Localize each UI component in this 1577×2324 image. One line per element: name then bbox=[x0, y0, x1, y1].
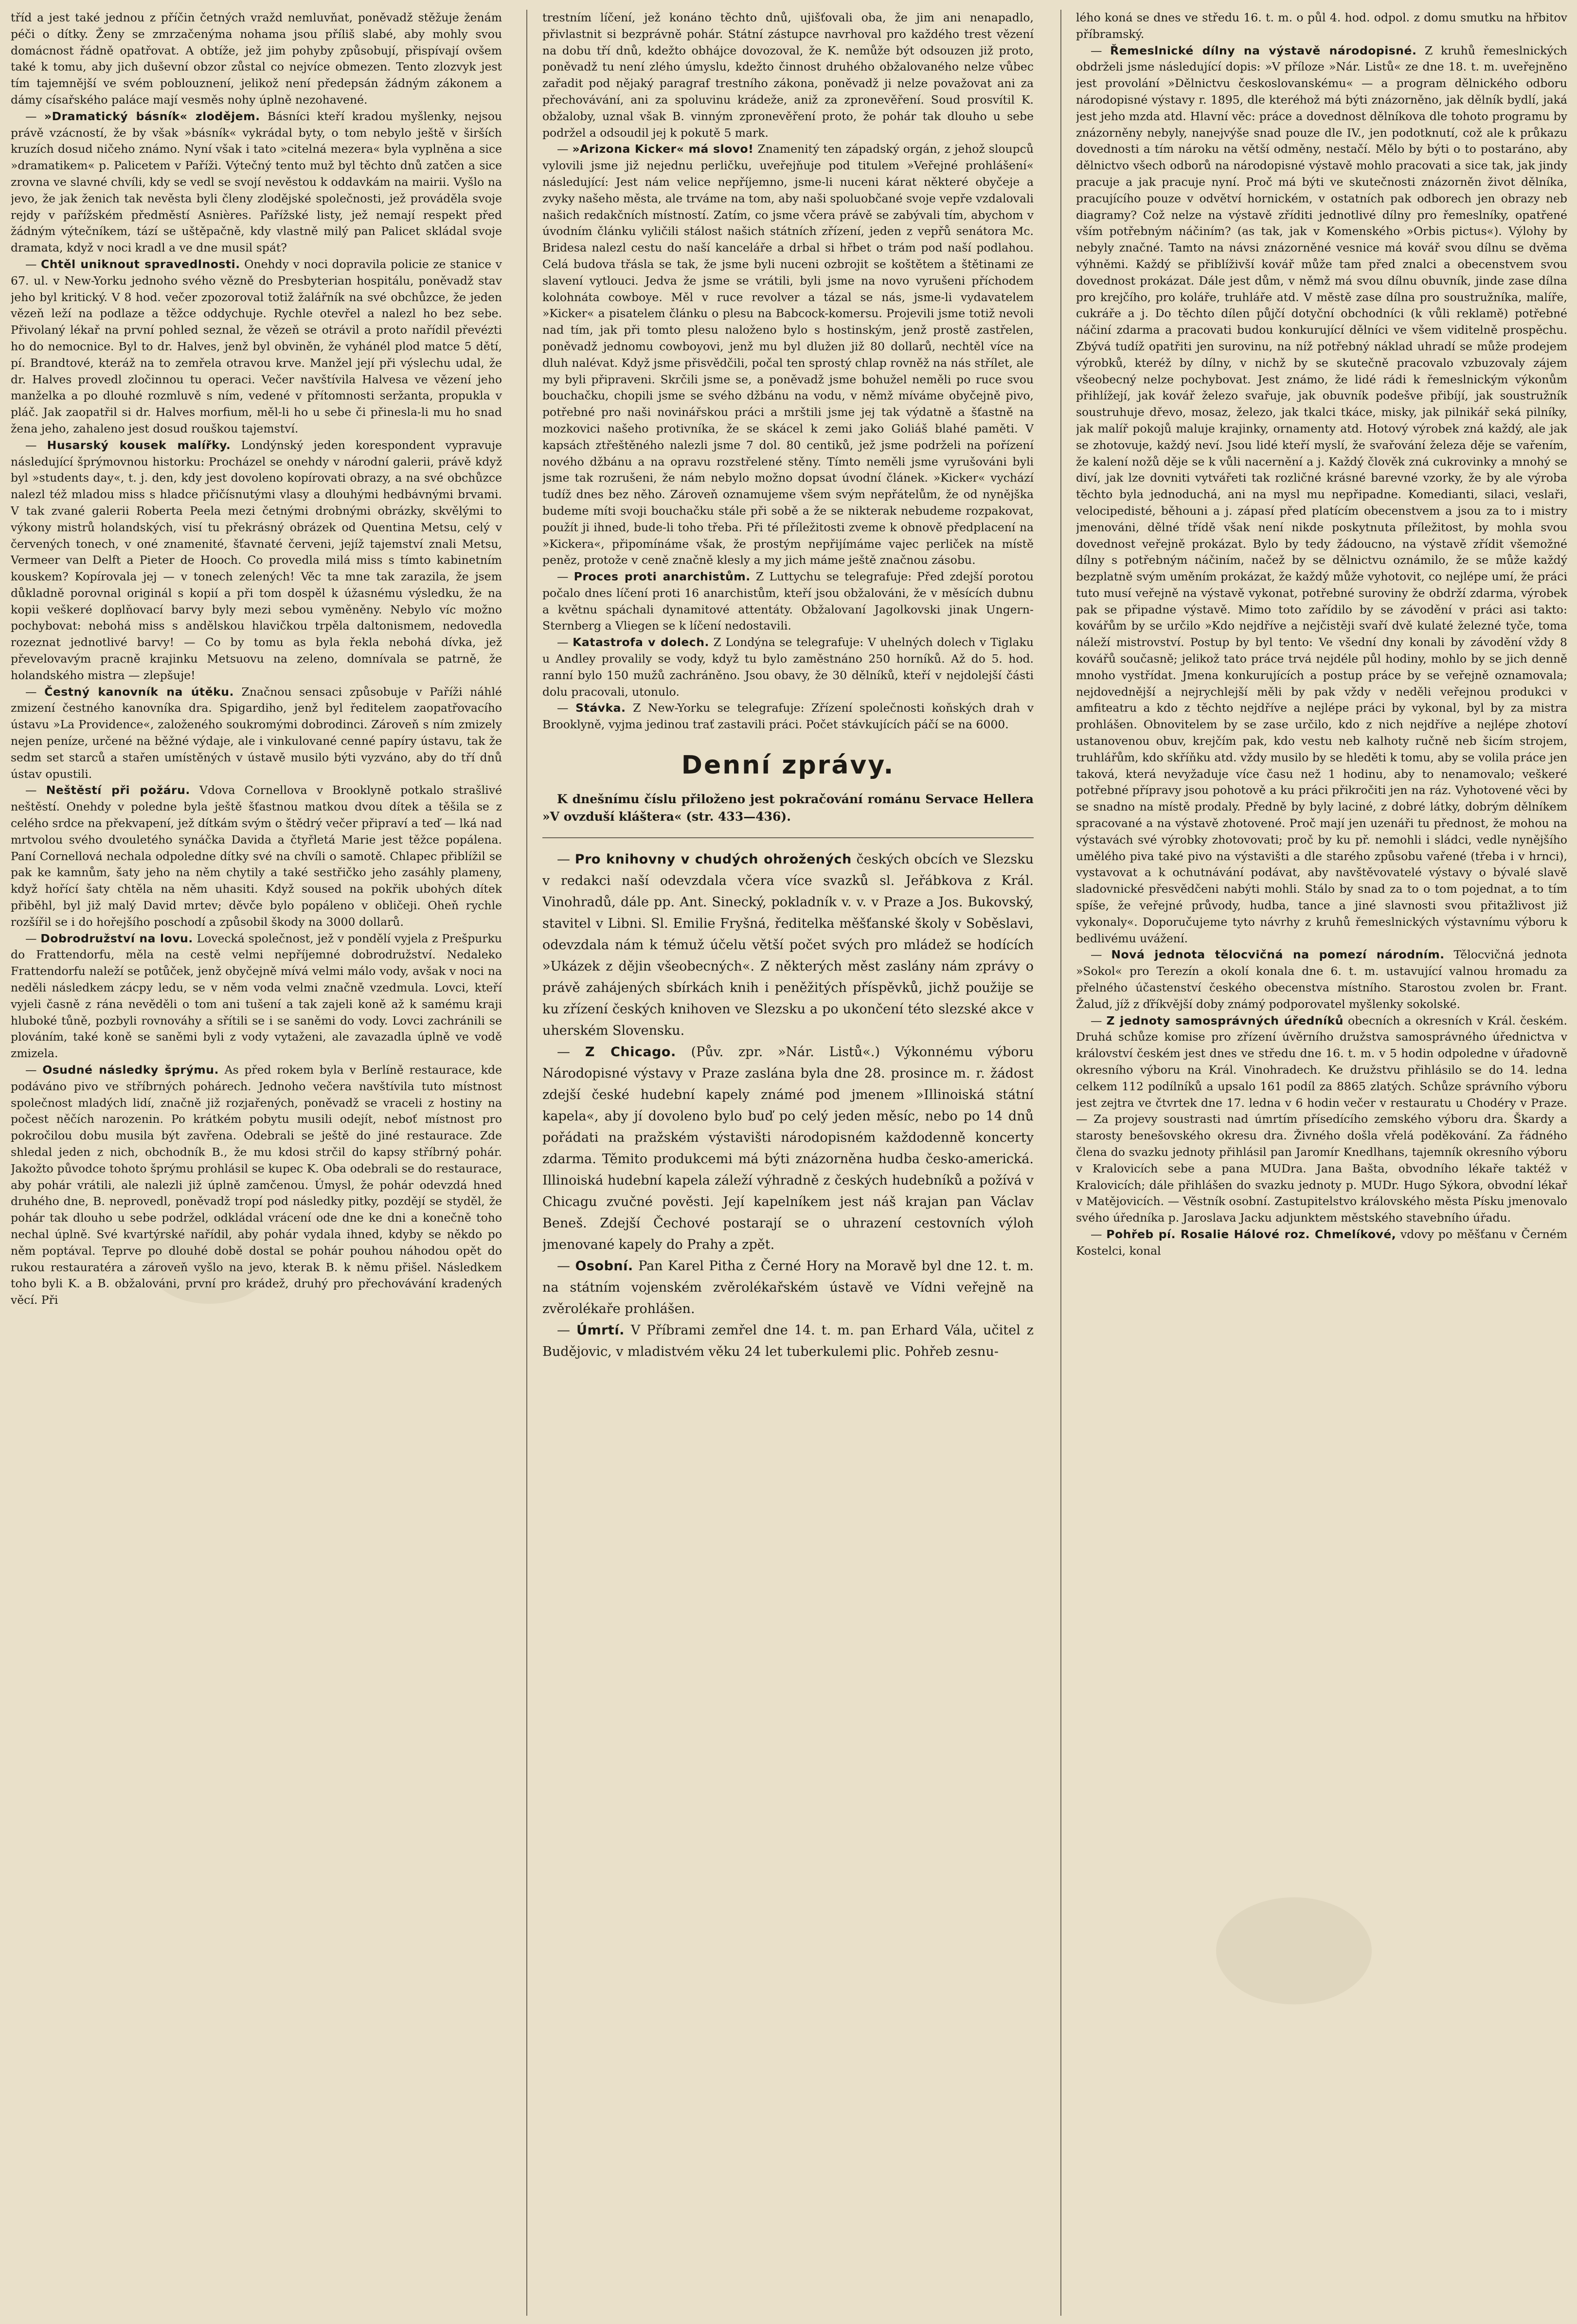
article-heading: Pohřeb pí. Rosalie Hálové roz. Chmelíkové, bbox=[1106, 1227, 1397, 1241]
article-paragraph: trestním líčení, jež konáno těchto dnů, ujišťovali oba, že jim ani nenapadlo, přivlastnit si bezprávně pohár. Státní zástupce navrhoval pro každého trest vězení na dobu tří dnů, kdežto obhájce dovozoval, že K. nemůže být odsouzen již proto, poněvadž tu není zlého úmyslu, kdežto činnost druhého obžalovaného nelze vůbec zařadit pod nějaký paragraf trestního zákona, poněvadž ji nelze považovat ani za přechovávání, ani za spoluvinu krádeže, aniž za zpronevěření. Soud prosvítil K. obžaloby, uznal však B. vinným zpronevěření proto, že pohár tak dlouho u sebe podržel a odsoudil jej k pokutě 5 mark. bbox=[542, 11, 1034, 140]
article-paragraph: — »Arizona Kicker« má slovo! Znamenitý ten západský orgán, z jehož sloupců vylovili jsme již nejednu perličku, uveřejňuje pod titulem »Veřejné prohlášení« následující: Jest nám velice nepříjemno, jsme-li nuceni kárat některé obyčeje a zvyky našeho města, ale trváme na tom, aby naši spoluobčané svoje vepře vzdalovali našich redakčních místností. Zatím, co jsme včera právě se zabývali tím, abychom v úvodním článku vyličili stálost našich státních zřízení, jeden z vepřů senátora Mc. Bridesa nalezl cestu do naší kanceláře a drbal si hřbet o trám pod naší podlahou. Celá budova třásla se tak, že jsme byli nuceni ozbrojit se koštětem a štětinami ze slavení vytlouci. Jedva že jsme se vrátili, byli jsme na novo vyrušeni příchodem kolohnáta cowboye. Měl v ruce revolver a tázal se nás, jsme-li vydavatelem »Kicker« a pisatelem článku o plesu na Babcock-komersu. Projevili jsme totiž nevoli nad tím, jak při tomto plesu naloženo bylo s hostinským, jenž prostě zastřelen, poněvadž jednomu cowboyovi, jenž mu byl dlužen již 80 dollarů, nechtěl více na dluh nalévat. Když jsme přisvědčili, počal ten sprostý chlap rovněž na nás střílet, ale my byli připraveni. Skrčili jsme se, a poněvadž jsme bohužel neměli po ruce svou bouchačku, chopili jsme se svého džbánu na vodu, v němž míváme obyčejně pivo, potřebné pro naši novinářskou práci a mrštili jsme jej tak výdatně a šťastně na mozkovici našeho protivníka, že se skácel k zemi jako Goliáš blahé paměti. V kapsách ztřeštěného nalezli jsme 7 dol. 80 centiků, jež jsme podrželi na pořízení nového džbánu a na opravu rozstřelené stěny. Tímto neměli jsme vyrušováni byli jsme tak rozrušeni, že nám nebylo možno dopsat úvodní článek. »Kicker« vychází tudíž dnes bez něho. Zároveň oznamujeme všem svým nepřátelům, že od nynějška budeme míti svoji bouchačku stále při sobě a že se nikterak nebudeme rozpakovat, použít ji ihned, bude-li toho třeba. Při té příležitosti zveme k obnově předplacení na »Kickera«, připomínáme však, že prostým nepřijímáme vajec perliček na místě peněz, protože v ceně značně klesly a my jich máme ještě značnou zásobu. bbox=[542, 142, 1034, 567]
column-3 bbox=[1076, 10, 1567, 2316]
article-paragraph: — Nová jednota tělocvičná na pomezí národním. Tělocvičná jednota »Sokol« pro Terezín a okolí konala dne 6. t. m. ustavující valnou hromadu za přelného účastenství českého obecenstva místního. Starostou zvolen br. Frant. Žalud, jíž z ďříkvější doby známý podporovatel myšlenky sokolské. bbox=[1076, 948, 1567, 1011]
article-heading: Řemeslnické dílny na výstavě národopisné. bbox=[1110, 43, 1417, 57]
article-paragraph: lého koná se dnes ve středu 16. t. m. o půl 4. hod. odpol. z domu smutku na hřbitov příbramský. bbox=[1076, 11, 1567, 41]
large-type-block bbox=[542, 849, 1034, 1363]
article-heading: »Dramatický básník« zlodějem. bbox=[44, 109, 260, 123]
article-heading: Neštěstí při požáru. bbox=[46, 783, 190, 797]
section-title: Denní zprávy. bbox=[681, 751, 895, 780]
article-paragraph: — Úmrtí. V Příbrami zemřel dne 14. t. m. pan Erhard Vála, učitel z Budějovic, v mladistvém věku 24 let tuberkulemi plic. Pohřeb zesnu- bbox=[542, 1323, 1034, 1360]
article-heading: Dobrodružství na lovu. bbox=[40, 931, 193, 945]
article-heading: Úmrtí. bbox=[576, 1323, 625, 1338]
article-paragraph: — Katastrofa v dolech. Z Londýna se telegrafuje: V uhelných dolech v Tiglaku u Andley provalily se vody, když tu bylo zaměstnáno 250 horníků. Až do 5. hod. ranní bylo 150 mužů zachráněno. Jsou obavy, že 30 dělníků, kteří v nejdolejší části dolu pracovali, utonulo. bbox=[542, 635, 1034, 699]
article-heading: Katastrofa v dolech. bbox=[573, 635, 709, 649]
article-heading: Husarský kousek malířky. bbox=[47, 438, 231, 452]
article-paragraph: — Řemeslnické dílny na výstavě národopisné. Z kruhů řemeslnických obdrželi jsme následující dopis: »V příloze »Nár. Listů« ze dne 18. t. m. uveřejněno jest provolání »Dělnictvu českoslovanskému« — a program dělnického odboru národopisné výstavy r. 1895, dle kteréhož má býti znázorněno, jak dělník bydlí, jaká jest jeho mzda atd. Hlavní věc: práce a dovednost dělníkova dle tohoto programu by znázorněny nebyly, nanejvýše snad pouze dle IV., jen podotknutí, což ale k průkazu dovednosti a tím nároku na větší odměny, nestačí. Mělo by býti o to postaráno, aby dělnictvo všech odborů na národopisné výstavě mohlo pracovati a sice tak, jak jindy pracuje a jak pracuje nyní. Proč má býti ve skutečnosti znázorněn život dělníka, pracujícího pouze v odvětví hornickém, v ostatních pak odborech jen obrazy neb diagramy? Což nelze na výstavě zříditi jednotlivé dílny pro řemeslníky, opatřené vším potřebným náčiním? (as tak, jak v Komenského »Orbis pictus«). Výlohy by nebyly značné. Tamto na návsi znázorněné vesnice má kovář svou dílnu se dvěma výhněmi. Každý se přiblíživší kovář může tam před znalci a obecenstvem svou dovednost prokázat. Dále jest dům, v němž má svou dílnu obuvník, jinde zase dílna pro krejčího, pro koláře, truhláře atd. V městě zase dílna pro soustružníka, malíře, cukráře a j. Do těchto dílen půjčí dotyční obchodníci (k vůli reklamě) potřebné náčiní zdarma a pracovati budou konkurující dělníci ve všem viditelně prospěchu. Zbývá tudíž opatřiti jen surovinu, na níž potřebný náklad uhradí se může prodejem výrobků, kteréž by dílny, v nichž by se skutečně pracovalo vzbuzovaly zájem všeobecný nelze pochybovat. Jest známo, že lidé rádi k řemeslnickým výkonům přihlížejí, jak kovář železo svařuje, jak obuvník podešve přibíjí, jak soustružník soustruhuje dřevo, mosaz, železo, jak tkalci tkáce, misky, jak pilnikář seká pilníky, jak malíř pokojů maluje krajinky, ornamenty atd. Hotový výrobek zná každý, ale jak se zhotovuje, každý neví. Jsou lidé kteří myslí, že svařování železa děje se vařením, že kalení nožů děje se k vůli nacernění a j. Každý člověk zná cukrovinky a mnohý se diví, jak lze dovniti vytvářeti tak rozličné krásné barevné vzorky, že by ale výroba těchto byla jednoduchá, ani na mysl mu nepřipadne. Komedianti, silaci, veslaři, velocipedisté, běhouni a j. zápasí před platícím obecenstvem a jsou za to i mistry jmenováni, dělné třídě však není nikde poskytnuta příležitost, by mohla svou dovednost veřejně prokázat. Bylo by tedy žádoucno, na výstavě zřídit všemožné dílny s potřebným náčiním, načež by se dělnictvu oznámilo, že se může každý bezplatně svým uměním prokázat, že každý může vyhotovit, co nejlépe umí, že práci tuto musí veřejně na výstavě vykonat, potřebné suroviny že obdrží zdarma, výrobek pak se připadne výstavě. Mimo toto zařídilo by se závodění v práci asi takto: kovářům by se určilo »Kdo nejdříve a nejčistěji svaří dvě kulaté železné tyče, toma náleží mistrovství. Postup by byl tento: Ve všední dny konali by závodění vždy 8 kovářů současně; jelikož tato práce trvá nejdéle půl hodiny, mohlo by se jich denně mnoho vystřídat. Jmena konkurujících a postup práce by se veřejně oznamovala; nejdovednější a nejrychlejší měli by pak vždy v neděli veřejnou produkci v amfiteatru a kdo z těchto nejdříve a nejlépe práci by vykonal, byl by za mistra prohlášen. Obnovitelem by se zase určilo, kdo z nich nejdříve a nejlépe zhotoví ustanovenou obuv, krejčím pak, kdo vestu neb kalhoty ručně neb šicím strojem, truhlářům, kdo skříňku atd. vždy musilo by se hleděti k tomu, aby se volila práce jen taková, která nevyžaduje více času než 1 hodinu, aby to nenamovalo; veškeré potřebné přípravy jsou pohotově a ku práci přikročiti jen na ráz. Vyhotovené věci by se snadno na místě prodaly. Předně by byly laciné, z dobré látky, dobrým dělníkem spracované a na výstavě zhotovené. Proč mají jen uzenáři tu přednost, že mohou na výstavách své výrobky zhotovovati; proč by ku př. nemohli i sládci, vedle nynějšího umělého piva také pivo na výstavišti a dle starého způsobu vařené (třeba i v hrnci), vystavovat a k ochutnávání podávat, aby navštěvovatelé výstavy o bývalé slavě sladovnické přesvědčeni nabýti mohli. Stálo by snad za to o tom pojednat, a to tím spíše, že veřejné průvody, hudba, tance a jiné slavnosti svou přitažlivost již vykonaly«. Doporučujeme tyto návrhy z kruhů řemeslnických výstavnímu výboru k bedlivému uvážení. bbox=[1076, 43, 1567, 945]
article-heading: Osobní. bbox=[575, 1259, 633, 1274]
article-heading: Osudné následky šprýmu. bbox=[42, 1063, 219, 1077]
article-paragraph: — Pohřeb pí. Rosalie Hálové roz. Chmelíkové, vdovy po měšťanu v Černém Kostelci, konal bbox=[1076, 1227, 1567, 1258]
article-paragraph: — Z Chicago. (Pův. zpr. »Nár. Listů«.) Výkonnému výboru Národopisné výstavy v Praze zaslána byla dne 28. prosince m. r. žádost zdejší české hudební kapely známé pod jmenem »Illinoiská státní kapela«, aby jí dovoleno bylo buď po celý jeden měsíc, nebo po 14 dnů pořádati na pražském výstavišti národopisném každodenně koncerty zdarma. Těmito produkcemi má býti znázorněna hudba česko-americká. Illinoiská hudební kapela záleží výhradně z českých hudebníků a požívá v Chicagu zvučné pověsti. Její kapelníkem jest náš krajan pan Václav Beneš. Zdejší Čechové postarají se o uhrazení cestovních výloh jmenované kapely do Prahy a zpět. bbox=[542, 1045, 1034, 1253]
article-heading: Proces proti anarchistům. bbox=[573, 570, 751, 584]
article-heading: Z Chicago. bbox=[585, 1045, 676, 1060]
article-heading: Z jednoty samosprávných úředníků bbox=[1106, 1013, 1344, 1027]
article-heading: Stávka. bbox=[575, 701, 626, 715]
article-heading: Pro knihovny v chudých ohrožených bbox=[574, 852, 852, 867]
article-paragraph: — Neštěstí při požáru. Vdova Cornellova v Brooklyně potkalo strašlivé neštěstí. Onehdy v poledne byla ještě šťastnou matkou dvou dítek a těšila se z celého srdce na překvapení, jež dítkám svým o štědrý večer připraví a teď — lká nad mrtvolou svého dvouletého synáčka Davida a čtyřletá Marie jest těžce popálena. Paní Cornellová nechala odpoledne dítky své na chvíli o samotě. Chlapec přiblížil se pak ke kamnům, šaty jeho na něm chytily a také sestřičko jeho zasáhly plameny, když hořící šaty chtěla na něm uhasiti. Když soused na pokřik ubohých dítek přiběhl, byl již malý David mrtev; děvče bylo popáleno v obličeji. Oheň rychle rozšířil se i do hořejšího poschodí a způsobil škody na 3000 dollarů. bbox=[11, 783, 502, 929]
article-heading: Čestný kanovník na útěku. bbox=[44, 685, 234, 699]
column-2 bbox=[542, 10, 1034, 2316]
horizontal-rule bbox=[542, 837, 1034, 838]
article-heading: Nová jednota tělocvičná na pomezí národním. bbox=[1111, 948, 1445, 962]
article-paragraph: — Proces proti anarchistům. Z Luttychu se telegrafuje: Před zdejší porotou počalo dnes líčení proti 16 anarchistům, kteří jsou obžalováni, že v měsících dubnu a květnu spáchali dynamitové attentáty. Obžalovaní Jagolkovski jinak Ungern-Sternberg a Vliegen se k líčení nedostavili. bbox=[542, 570, 1034, 633]
column-divider bbox=[1060, 10, 1061, 2316]
article-paragraph: — Osobní. Pan Karel Pitha z Černé Hory na Moravě byl dne 12. t. m. na státním vojenském zvěrolékařském ústavě ve Vídni veřejně na zvěrolékaře prohlášen. bbox=[542, 1259, 1034, 1317]
article-paragraph: — Osudné následky šprýmu. As před rokem byla v Berlíně restaurace, kde podáváno pivo ve stříbrných pohárech. Jednoho večera navštívila tuto místnost společnost mladých lidí, značně již rozjařených, poněvadž se vraceli z hostiny na počest něčích narozenin. Po krátkém pobytu musili odejít, neboť místnost pro pokročilou dobu musila být zavřena. Odebrali se ještě do jiné restaurace. Zde shledal jeden z nich, obchodník B., že mu kdosi strčil do kapsy stříbrný pohár. Jakožto původce tohoto šprýmu prohlásil se kupec K. Oba odebrali se do restaurace, aby pohár vrátili, ale nalezli již úplně zamčenou. Úmysl, že pohár odevzdá hned druhého dne, B. neprovedl, poněvadž tropí pod následky pitky, pozdějí se styděl, že pohár tak dlouho u sebe podržel, odkládal vrácení ode dne ke dni a konečně toho nechal úplně. Své kvartýrské nařídil, aby pohár vydala ihned, kdyby se někdo po něm poptával. Teprve po dlouhé době dostal se pohár pouhou náhodou opět do rukou restauratéra a zároveň vyšlo na jevo, kterak B. k němu přišel. Následkem toho byli K. a B. obžalováni, první pro krádež, druhý pro přechovávání kradených věcí. Při bbox=[11, 1063, 502, 1307]
article-paragraph: — »Dramatický básník« zlodějem. Básníci kteří kradou myšlenky, nejsou právě vzácností, že by však »básník« vykrádal byty, o tom nebylo ještě v širších kruzích dosud ničeho známo. Nyní však i tato »citelná mezera« byla vyplněna a sice »dramatikem« p. Palicetem v Paříži. Výtečný tento muž byl těchto dnů zatčen a sice zrovna ve slavné chvíli, kdy se vedl se svojí nevěstou k oddavkám na mairii. Vyšlo na jevo, že jak ženich tak nevěsta byli členy zlodějské společnosti, jež prováděla svoje rejdy v pařížském předměstí Asnières. Pařížské listy, jež nemají respekt před žádným výtečníkem, tází se uštěpačně, kdy vlastně milý pan Palicet skládal svoje dramata, když v noci kradl a ve dne musil spát? bbox=[11, 109, 502, 255]
article-paragraph: tříd a jest také jednou z příčin četných vražd nemluvňat, poněvadž stěžuje ženám péči o dítky. Ženy se zmrzačenýma nohama jsou příliš slabé, aby mohly svou domácnost řádně opatřovat. A obtíže, jež jim pohyby způsobují, přispívají ovšem také k tomu, aby jich duševní obzor zůstal co nejvíce obmezen. Tento zlozvyk jest tím tajemnější ve svém poblouznení, jelikož není předepsán žádným zákonem a dámy císařského paláce mají vesměs nohy úplně nezohavené. bbox=[11, 11, 502, 107]
article-paragraph: — Stávka. Z New-Yorku se telegrafuje: Zřízení společnosti koňských drah v Brooklyně, vyjma jedinou trať zastavili práci. Počet stávkujících páčí se na 6000. bbox=[542, 701, 1034, 732]
article-paragraph: — Pro knihovny v chudých ohrožených českých obcích ve Slezsku v redakci naší odevzdala včera více svazků sl. Jeřábkova z Král. Vinohradů, dále pp. Ant. Sinecký, pokladník v. v. v Praze a Jos. Bukovský, stavitel v Libni. Sl. Emilie Fryšná, ředitelka měšťanské školy v Soběslavi, odevzdala nám k témuž účelu větší počet svých pro mládež se hodících »Ukázek z dějin všeobecných«. Z některých měst zaslány nám zprávy o právě zahájených sbírkách knih i peněžitých příspěvků, jichž použije se ku zřízení českých knihoven ve Slezsku a po ukončení této slezské akce v uherském Slovensku. bbox=[542, 852, 1034, 1039]
column-1 bbox=[11, 10, 502, 2316]
article-paragraph: — Husarský kousek malířky. Londýnský jeden korespondent vypravuje následující šprýmovnou historku: Procházel se onehdy v národní galerii, právě když byl »students day«, t. j. den, kdy jest dovoleno kopírovati obrazy, a na své obchůzce nalezl též mladou miss s hladce přičísnutými vlasy a dlouhými hedbávnými brvami. V tak zvané galerii Roberta Peela mezi četnými drobnými obrázky, skvělými to výkony mistrů holandských, visí tu překrásný obrázek od Quentina Metsu, celý v červených tonech, v oné znamenité, šťavnaté červeni, jejíž tajemství znali Metsu, Vermeer van Delft a Pieter de Hooch. Co provedla milá miss s tímto kabinetním kouskem? Kopírovala jej — v tonech zelených! Věc ta mne tak zarazila, že jsem důkladně porovnal originál s kopií a při tom dospěl k úžasnému výsledku, že na kopii veškeré doplňovací barvy byly mezi sebou vyměněny. Nebylo víc možno pochybovat: nebohá miss s andělskou hlavičkou trpěla daltonismem, nedovedla rozeznat jednotlivé barvy! — Co by tomu as byla řekla nebohá dívka, jež převelovavým pracně krajinku Metsuovu na zeleno, domnívala se patrně, že holandského mistra — zlepšuje! bbox=[11, 438, 502, 682]
article-paragraph: — Z jednoty samosprávných úředníků obecních a okresních v Král. českém. Druhá schůze komise pro zřízení úvěrního družstva samosprávného úřednictva v království českém jest dnes ve středu dne 16. t. m. v 5 hodin odpoledne v úřadovně okresního výboru na Král. Vinohradech. Ke družstvu přihlásilo se do 14. ledna celkem 112 podílníků a upsalo 161 podíl za 8865 zlatých. Schůze správního výboru jest zejtra ve čtvrtek dne 17. ledna v 6 hodin večer v restauratu u Chodéry v Praze. — Za projevy soustrasti nad úmrtím přísedícího zemského výboru dra. Škardy a starosty benešovského okresu dra. Živného došla vřelá poděkování. Za řádného člena do svazku jednoty přihlásil pan Jaromír Knedlhans, tajemník okresního výboru v Kralovicích sebe a pana MUDra. Jana Bašta, obvodního lékaře taktéž v Kralovicích; dále přihlášen do svazku jednoty p. MUDr. Hugo Sýkora, obvodní lékař v Matějovicích. — Věstník osobní. Zastupitelstvo královského města Písku jmenovalo svého úředníka p. Jaroslava Jacku adjunktem městského stavebního úřadu. bbox=[1076, 1013, 1567, 1225]
supplement-notice: K dnešnímu číslu přiloženo jest pokračování románu Servace Hellera »V ovzduší kláštera« (str. 433—436). bbox=[542, 792, 1034, 824]
article-paragraph: — Chtěl uniknout spravedlnosti. Onehdy v noci dopravila policie ze stanice v 67. ul. v New-Yorku jednoho svého vězně do Presbyterian hospitálu, poněvadž stav jeho byl kritický. V 8 hod. večer zpozoroval totiž žalářník na své obchůzce, že jeden vězeň leží na podlaze a těžce oddychuje. Rychle otevřel a nalezl ho bez sebe. Přivolaný lékař na první pohled seznal, že vězeň se otrávil a proto nařídil převézti ho do nemocnice. Byl to dr. Halves, jenž byl obviněn, že vyhánél plod matce 5 dětí, pí. Brandtové, kteráž na to zemřela otravou krve. Manžel její při výslechu udal, že dr. Halves provedl zločinnou tu operaci. Večer navštívila Halvesa ve vězení jeho manželka a po dlouhé rozmluvě s ním, vedené v přítomnosti seržanta, propukla v pláč. Jak zaopatřil si dr. Halves morfium, měl-li ho u sebe či přinesla-li mu ho snad žena jeho, zahaleno jest dosud rouškou tajemství. bbox=[11, 257, 502, 435]
column-divider bbox=[526, 10, 527, 2316]
article-heading: Chtěl uniknout spravedlnosti. bbox=[41, 257, 240, 271]
article-paragraph: — Čestný kanovník na útěku. Značnou sensaci způsobuje v Paříži náhlé zmizení čestného kanovníka dra. Spigardiho, jenž byl ředitelem zaopatřovacího ústavu »La Providence«, založeného soukromými dobrodinci. Zároveň s ním zmizely nejen peníze, určené na běžné výdaje, ale i vinkulované cenné papíry ústavu, tak že sedm set starců a stařen umístěných v ústavě musilo býti vyzváno, aby do tří dnů ústav opustili. bbox=[11, 685, 502, 781]
article-heading: »Arizona Kicker« má slovo! bbox=[572, 142, 754, 156]
article-paragraph: — Dobrodružství na lovu. Lovecká společnost, jež v pondělí vyjela z Prešpurku do Frattendorfu, měla na cestě velmi nepříjemné dobrodružství. Nedaleko Frattendorfu naleží se potůček, jenž obyčejně mívá velmi málo vody, avšak v noci na neděli následkem zácpy ledu, se v něm voda velmi značně vzedmula. Lovci, kteří vyjeli časně z rána nevěděli o tom ani tušení a tak zajeli koně až k samému kraji hluboké tůně, pozbyli rovnováhy a sřítili se i se saněmi do vody. Lovci zachránili se plováním, také koně se saněmi byli z vody vytaženi, ale zavazadla úplně ve vodě zmizela. bbox=[11, 931, 502, 1061]
